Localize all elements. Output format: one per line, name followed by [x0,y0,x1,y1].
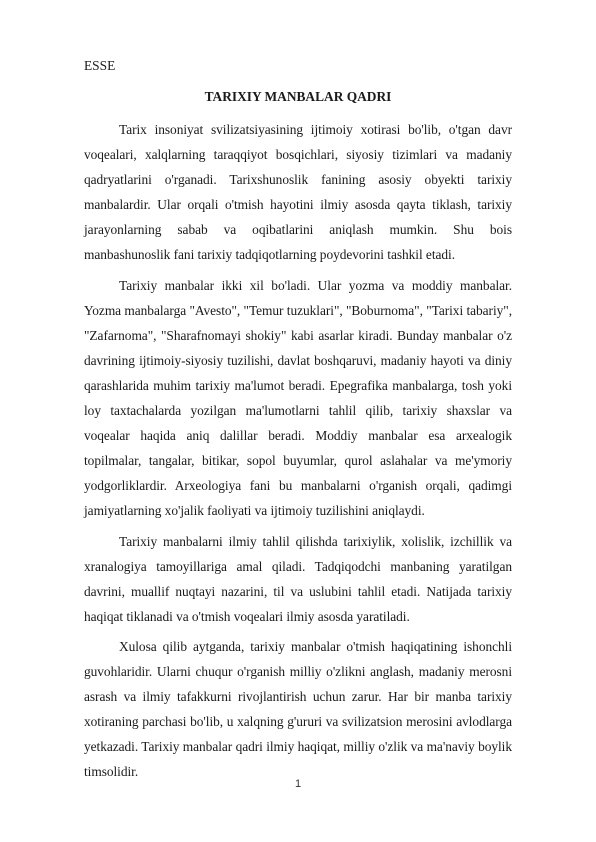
paragraph-4: Xulosa qilib aytganda, tarixiy manbalar o'tmish haqiqatining ishonchli guvohlaridir. Ularni chuqur o'rganish milliy o'zlikni anglash, madaniy merosni asrash va ilmiy tafakkurni rivojlantirish uchun zarur. Har bir manba tarixiy xotiraning parchasi bo'lib, u xalqning g'ururi va svilizatsion merosini avlodlarga yetkazadi. Tarixiy manbalar qadri ilmiy haqiqat, milliy o'zlik va ma'naviy boylik timsolidir. [84,638,512,780]
page-content [84,58,512,789]
paragraph-3: Tarixiy manbalarni ilmiy tahlil qilishda tarixiylik, xolislik, izchillik va xranalogiya tamoyillariga amal qiladi. Tadqiqodchi manbaning yaratilgan davrini, muallif nuqtayi nazarini, til va uslubini tahlil etadi. Natijada tarixiy haqiqat tiklanadi va o'tmish voqealari ilmiy asosda yaratiladi. [84,533,512,624]
page-title: TARIXIY MANBALAR QADRI [204,89,392,104]
essay-label: ESSE [84,58,116,73]
page-number: 1 [294,778,302,790]
paragraph-2: Tarixiy manbalar ikki xil bo'ladi. Ular yozma va moddiy manbalar. Yozma manbalarga "Avesto", "Temur tuzuklari", "Boburnoma", "Tarixi tabariy", "Zafarnoma", "Sharafnomayi shokiy" kabi asarlar kiradi. Bunday manbalar o'z davrining ijtimoiy-siyosiy tuzilishi, davlat boshqaruvi, madaniy hayoti va diniy qarashlarida muhim tarixiy ma'lumot beradi. Epegrafika manbalarga, tosh yoki loy taxtachalarda yozilgan ma'lumotlarni tahlil qilib, tarixiy shaxslar va voqealar haqida aniq dalillar beradi. Moddiy manbalar esa arxealogik topilmalar, tangalar, bitikar, sopol buyumlar, qurol aslahalar va me'ymoriy yodgorliklardir. Arxeologiya fani bu manbalarni o'rganish orqali, qadimgi jamiyatlarning xo'jalik faoliyati va ijtimoiy tuzilishini aniqlaydi. [84,277,512,519]
paragraph-1: Tarix insoniyat svilizatsiyasining ijtimoiy xotirasi bo'lib, o'tgan davr voqealari, xalqlarning taraqqiyot bosqichlari, siyosiy tizimlari va madaniy qadryatlarini o'rganadi. Tarixshunoslik fanining asosiy obyekti tarixiy manbalardir. Ular orqali o'tmish hayotini ilmiy asosda qayta tiklash, tarixiy jarayonlarning sabab va oqibatlarini aniqlash mumkin. Shu bois manbashunoslik fani tarixiy tadqiqotlarning poydevorini tashkil etadi. [84,122,512,263]
